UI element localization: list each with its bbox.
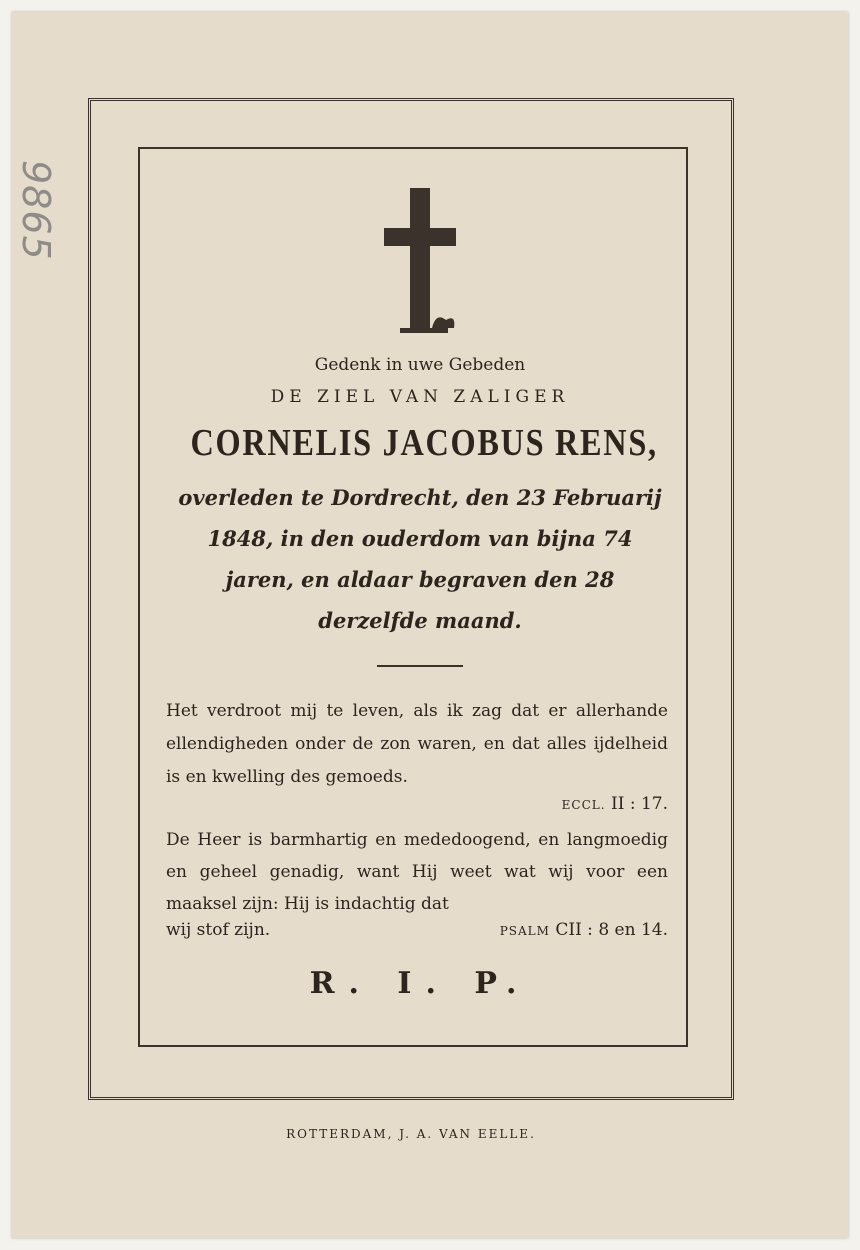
- verse-reference-psalm: [500, 920, 668, 940]
- death-line: 1848, in den ouderdom van bijna 74: [207, 526, 633, 551]
- printer-imprint: ROTTERDAM, J. A. VAN EELLE.: [286, 1127, 536, 1141]
- ref-number: II : 17.: [610, 794, 668, 814]
- handwritten-number: 9865: [14, 160, 58, 261]
- death-line: derzelfde maand.: [318, 608, 522, 633]
- verse-psalm: De Heer is barmhartig en mededoogend, en langmoedig en geheel genadig, want Hij weet wat wij voor een maaksel zijn: Hij is indachtig dat: [166, 830, 668, 914]
- deceased-name: CORNELIS JACOBUS RENS,: [190, 422, 658, 464]
- ref-number: CII : 8 en 14.: [555, 920, 668, 940]
- death-line: jaren, en aldaar begraven den 28: [225, 567, 615, 592]
- death-line: overleden te Dordrecht, den 23 Februarij: [178, 485, 662, 510]
- verse-reference-ecclesiastes: [150, 794, 668, 814]
- death-notice: [150, 477, 690, 641]
- card-text: [150, 355, 690, 1001]
- divider: [377, 665, 463, 667]
- verse-psalm-ending: wij stof zijn.: [166, 920, 271, 940]
- cross-icon: [370, 180, 470, 335]
- prayer-request: Gedenk in uwe Gebeden: [314, 355, 526, 375]
- rip: R. I. P.: [309, 966, 531, 1001]
- verse-psalm-last-line: [166, 920, 668, 940]
- ref-book: ECCL.: [561, 798, 606, 812]
- ref-book: PSALM: [499, 924, 550, 938]
- verse-ecclesiastes: Het verdroot mij te leven, als ik zag dat er allerhande ellendigheden onder de zon waren, en dat alles ijdelheid is en kwelling des gemoeds.: [166, 701, 668, 787]
- soul-of-heading: DE ZIEL VAN ZALIGER: [270, 387, 570, 407]
